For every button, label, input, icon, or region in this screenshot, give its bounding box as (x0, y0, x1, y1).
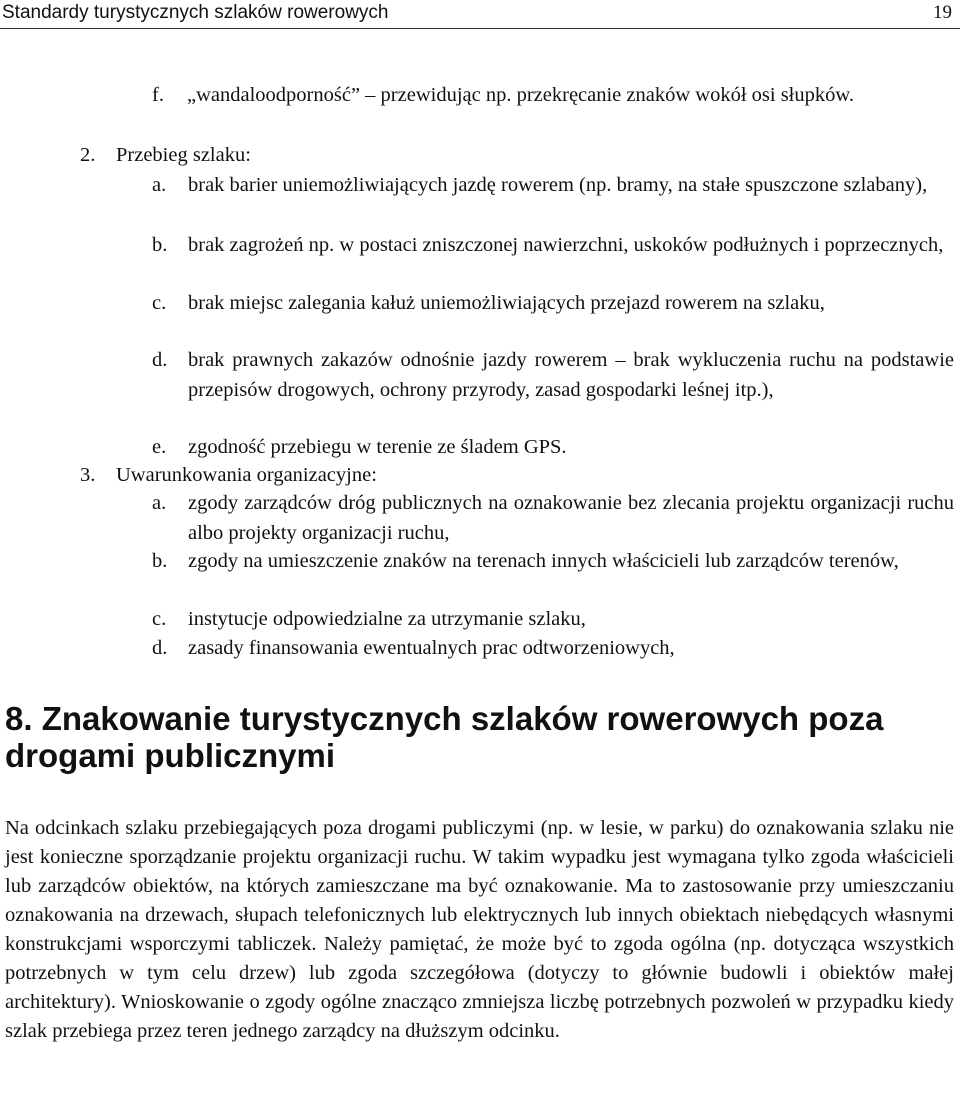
list-item (152, 170, 954, 200)
list-marker: d. (152, 349, 168, 371)
list-marker: e. (152, 436, 167, 458)
list-marker: c. (152, 292, 167, 314)
list-marker: b. (152, 550, 168, 572)
list-item-text: brak miejsc zalegania kałuż uniemożliwiających przejazd rowerem na szlaku, (188, 292, 825, 314)
list-marker: d. (152, 637, 168, 659)
list-item (152, 432, 954, 462)
list-marker: c. (152, 608, 167, 630)
list-item (152, 345, 954, 405)
list-item-text: zgody zarządców dróg publicznych na oznakowanie bez zlecania projektu organizacji ruchu albo projekty organizacji ruchu, (188, 492, 954, 544)
list-item-text: brak barier uniemożliwiających jazdę rowerem (np. bramy, na stałe spuszczone szlabany), (188, 174, 928, 196)
list-item (152, 230, 954, 260)
document-title: Standardy turystycznych szlaków rowerowych (2, 2, 389, 23)
list-marker: 3. (80, 464, 96, 486)
section-heading: 8. Znakowanie turystycznych szlaków rowerowych poza drogami publicznymi (5, 700, 884, 774)
list-item (152, 546, 954, 576)
list-item (80, 460, 680, 490)
list-marker: 2. (80, 144, 96, 166)
list-item (152, 633, 954, 663)
list-item-text: Przebieg szlaku: (116, 144, 251, 166)
list-item (80, 140, 680, 170)
list-marker: b. (152, 234, 168, 256)
list-item-text: zgody na umieszczenie znaków na terenach innych właścicieli lub zarządców terenów, (188, 550, 899, 572)
list-item-text: zasady finansowania ewentualnych prac odtworzeniowych, (188, 637, 675, 659)
list-item-text: zgodność przebiegu w terenie ze śladem GPS. (188, 436, 567, 458)
list-item-text: brak prawnych zakazów odnośnie jazdy rowerem – brak wykluczenia ruchu na podstawie przepisów drogowych, ochrony przyrody, zasad gospodarki leśnej itp.), (188, 349, 954, 401)
list-item (152, 604, 954, 634)
list-item (152, 80, 954, 110)
list-marker: f. (152, 84, 164, 106)
list-item-text: instytucje odpowiedzialne za utrzymanie szlaku, (188, 608, 586, 630)
list-item (152, 288, 954, 318)
list-item-text: „wandaloodporność” – przewidując np. przekręcanie znaków wokół osi słupków. (187, 84, 854, 106)
list-item-text: brak zagrożeń np. w postaci zniszczonej nawierzchni, uskoków podłużnych i poprzecznych, (188, 234, 944, 256)
list-marker: a. (152, 492, 167, 514)
section-paragraph: Na odcinkach szlaku przebiegających poza drogami publiczymi (np. w lesie, w parku) do oznakowania szlaku nie jest konieczne sporządzanie projektu organizacji ruchu. W takim wypadku jest wymagana tylko zgoda właścicieli lub zarządców obiektów, na których zamieszczane ma być oznakowanie. Ma to zastosowanie przy umieszczaniu oznakowania na drzewach, słupach telefonicznych lub elektrycznych lub innych obiektach niebędących własnymi konstrukcjami wsporczymi tabliczek. Należy pamiętać, że może być to zgoda ogólna (np. dotycząca wszystkich potrzebnych w tym celu drzew) lub zgoda szczegółowa (dotyczy to głównie budowli i obiektów małej architektury). Wnioskowanie o zgody ogólne znacząco zmniejsza liczbę potrzebnych pozwoleń w przypadku kiedy szlak przebiega przez teren jednego zarządcy na dłuższym odcinku. (5, 817, 954, 1042)
page-number: 19 (933, 2, 952, 23)
list-item (152, 488, 954, 548)
running-header (0, 0, 960, 29)
list-marker: a. (152, 174, 167, 196)
list-item-text: Uwarunkowania organizacyjne: (116, 464, 377, 486)
